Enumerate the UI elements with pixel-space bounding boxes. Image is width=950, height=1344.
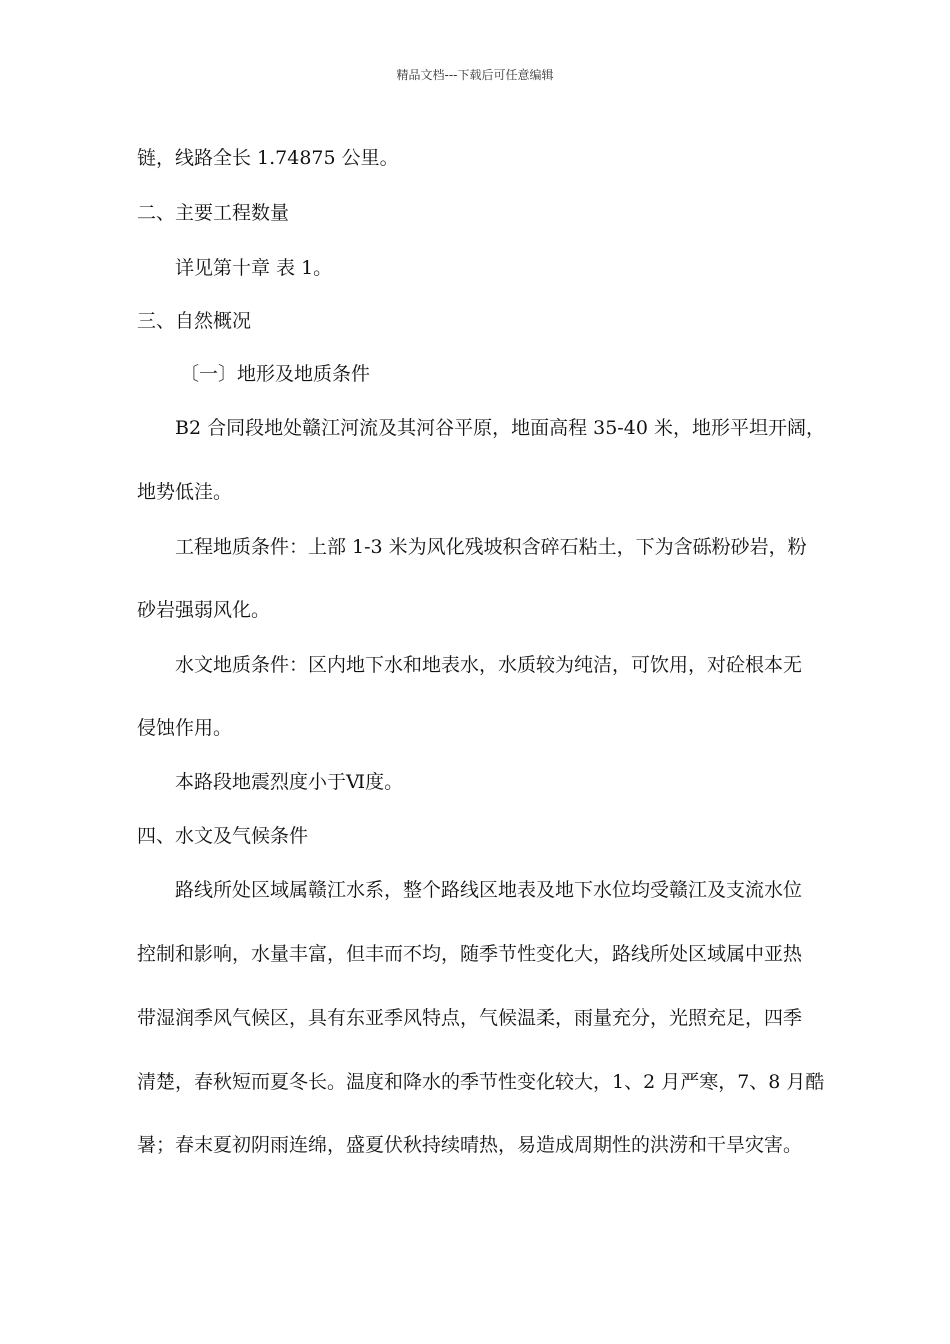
section-heading: 二、主要工程数量 [137,202,290,224]
body-line: 链，线路全长 1.74875 公里。 [137,147,399,169]
body-line: 暑；春末夏初阴雨连绵，盛夏伏秋持续晴热，易造成周期性的洪涝和干旱灾害。 [137,1134,803,1156]
body-line: 工程地质条件：上部 1-3 米为风化残坡积含碎石粘土，下为含砾粉砂岩，粉 [175,536,807,558]
section-heading: 四、水文及气候条件 [137,825,309,847]
body-line: B2 合同段地处赣江河流及其河谷平原，地面高程 35-40 米，地形平坦开阔， [175,417,825,439]
body-line: 水文地质条件：区内地下水和地表水，水质较为纯洁，可饮用，对砼根本无 [175,654,803,676]
section-heading: 三、自然概况 [137,310,252,332]
body-line: 砂岩强弱风化。 [137,599,271,621]
body-line: 详见第十章 表 1。 [175,257,333,279]
subsection-heading: 〔一〕地形及地质条件 [180,363,371,385]
body-line: 路线所处区域属赣江水系，整个路线区地表及地下水位均受赣江及支流水位 [175,879,803,901]
body-line: 地势低洼。 [137,481,233,503]
body-line: 控制和影响，水量丰富，但丰而不均，随季节性变化大，路线所处区域属中亚热 [137,943,803,965]
body-line: 侵蚀作用。 [137,717,233,739]
body-line: 清楚，春秋短而夏冬长。温度和降水的季节性变化较大，1、2 月严寒，7、8 月酷 [137,1071,825,1093]
body-line: 本路段地震烈度小于Ⅵ度。 [175,771,404,793]
body-line: 带湿润季风气候区，具有东亚季风特点，气候温柔，雨量充分，光照充足，四季 [137,1007,803,1029]
page-header: 精品文档---下载后可任意编辑 [396,68,554,82]
